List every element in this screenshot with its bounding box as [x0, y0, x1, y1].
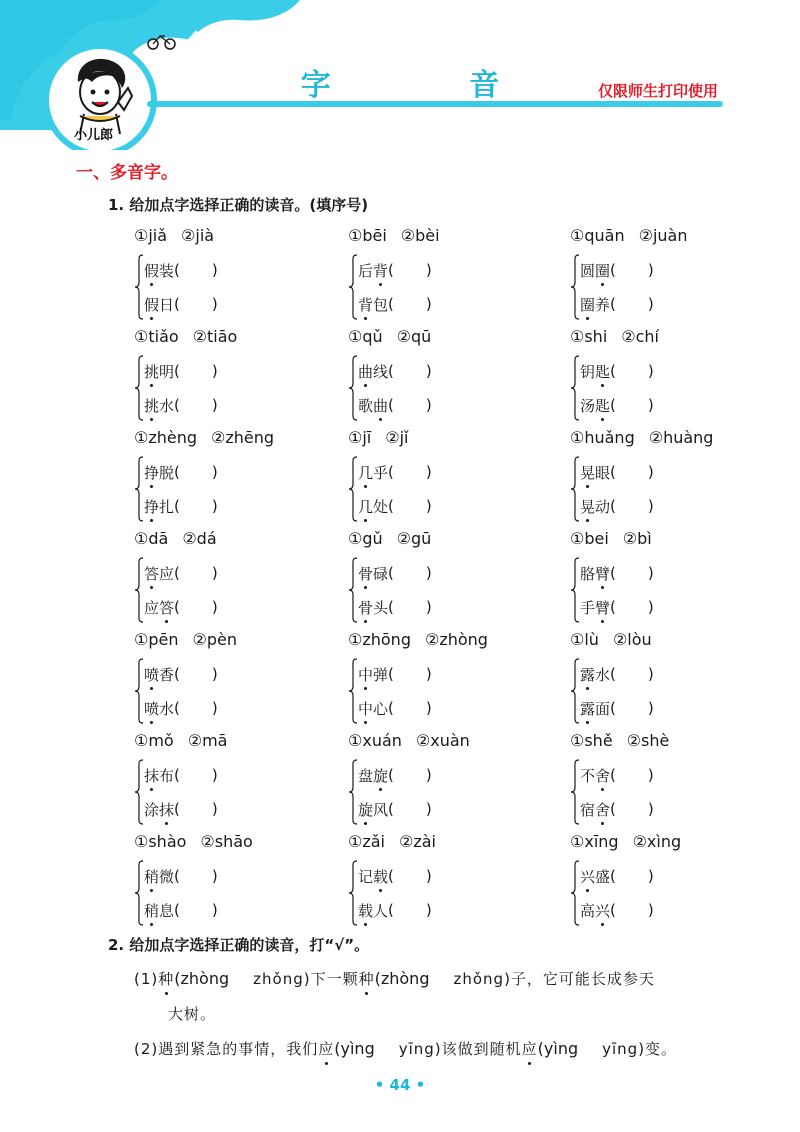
- dotted-char: 假: [144, 295, 160, 314]
- word-blank: [144, 662, 218, 686]
- answer-blank[interactable]: ( ): [388, 261, 432, 279]
- sentence-continuation: 大树。: [168, 1005, 217, 1023]
- pinyin-readings: [348, 529, 431, 551]
- word-blank: [580, 460, 654, 484]
- reading-option-1: ①quān: [570, 226, 625, 245]
- reading-option-1: ①shi: [570, 327, 608, 346]
- answer-blank[interactable]: ( ): [388, 295, 432, 313]
- answer-blank[interactable]: ( ): [174, 766, 218, 784]
- polyphone-group: [570, 529, 790, 630]
- word-char: 宿: [580, 800, 596, 819]
- polyphone-group: [570, 226, 790, 327]
- dotted-char: 挑: [144, 396, 160, 415]
- word-blank: [144, 898, 218, 922]
- pinyin-readings: [570, 226, 687, 248]
- dotted-char: 臂: [595, 564, 611, 583]
- reading-option-2: ②gū: [396, 529, 432, 548]
- answer-blank[interactable]: ( ): [610, 699, 654, 717]
- dotted-char: 几: [358, 463, 374, 482]
- pinyin-readings: [348, 832, 436, 854]
- word-blank: [580, 393, 654, 417]
- answer-blank[interactable]: ( ): [388, 699, 432, 717]
- answer-blank[interactable]: ( ): [174, 261, 218, 279]
- reading-option-1: ①jī: [348, 428, 372, 447]
- word-blank: [144, 258, 218, 282]
- brace-icon: [348, 860, 358, 926]
- pinyin-option[interactable]: (yìng: [334, 1039, 375, 1058]
- brace-icon: [570, 860, 580, 926]
- dotted-char: 抹: [144, 766, 160, 785]
- polyphone-group: [134, 327, 354, 428]
- section-heading: 一、多音字。: [76, 163, 178, 183]
- polyphone-group: [134, 832, 354, 933]
- polyphone-group: [134, 731, 354, 832]
- reading-option-2: ②juàn: [638, 226, 688, 245]
- word-char: 水: [159, 699, 175, 718]
- answer-blank[interactable]: ( ): [610, 800, 654, 818]
- word-char: 眼: [595, 463, 611, 482]
- pinyin-readings: [348, 731, 470, 753]
- question-2-item-1: [134, 968, 655, 989]
- dotted-char: 挑: [144, 362, 160, 381]
- reading-option-2: ②jǐ: [385, 428, 409, 447]
- word-blank: [580, 595, 654, 619]
- answer-blank[interactable]: ( ): [174, 867, 218, 885]
- question-1-title: 1. 给加点字选择正确的读音。(填序号): [108, 196, 369, 214]
- answer-blank[interactable]: ( ): [610, 564, 654, 582]
- word-blank: [580, 258, 654, 282]
- brace-icon: [134, 557, 144, 623]
- answer-blank[interactable]: ( ): [174, 598, 218, 616]
- word-char: 涂: [144, 800, 160, 819]
- brace-icon: [348, 355, 358, 421]
- word-blank: [358, 494, 432, 518]
- polyphone-group: [570, 327, 790, 428]
- brace-icon: [570, 355, 580, 421]
- reading-option-1: ①gǔ: [348, 529, 383, 548]
- dotted-char: 晃: [580, 497, 596, 516]
- word-blank: [580, 494, 654, 518]
- answer-blank[interactable]: ( ): [610, 295, 654, 313]
- sentence-text: zhǒng)子，它可能长成参天: [453, 970, 655, 988]
- polyphone-group: [570, 428, 790, 529]
- word-char: 歌: [358, 396, 374, 415]
- reading-option-1: ①pēn: [134, 630, 179, 649]
- reading-option-2: ②mā: [187, 731, 228, 750]
- reading-option-1: ①jiǎ: [134, 226, 168, 245]
- brace-icon: [570, 759, 580, 825]
- dotted-char: 稍: [144, 901, 160, 920]
- polyphone-group: [134, 630, 354, 731]
- word-char: 面: [595, 699, 611, 718]
- dotted-char: 答: [159, 598, 175, 617]
- answer-blank[interactable]: ( ): [610, 497, 654, 515]
- page-number: • 44 •: [374, 1076, 426, 1094]
- dotted-char: 骨: [358, 564, 374, 583]
- word-char: 处: [373, 497, 389, 516]
- polyphone-group: [134, 529, 354, 630]
- word-blank: [580, 898, 654, 922]
- word-char: 布: [159, 766, 175, 785]
- polyphone-group: [348, 832, 568, 933]
- brace-icon: [570, 557, 580, 623]
- answer-blank[interactable]: ( ): [174, 564, 218, 582]
- word-char: 乎: [373, 463, 389, 482]
- item-number: (1): [134, 970, 159, 988]
- word-blank: [358, 292, 432, 316]
- polyphone-group: [348, 226, 568, 327]
- dotted-char: 种: [158, 970, 175, 988]
- word-blank: [580, 696, 654, 720]
- word-blank: [580, 359, 654, 383]
- reading-option-1: ①shě: [570, 731, 613, 750]
- brace-icon: [348, 557, 358, 623]
- pinyin-readings: [134, 630, 237, 652]
- word-blank: [144, 460, 218, 484]
- brace-icon: [134, 759, 144, 825]
- word-char: 圆: [580, 261, 596, 280]
- word-blank: [580, 797, 654, 821]
- pinyin-option[interactable]: (yìng: [537, 1039, 579, 1058]
- word-blank: [358, 561, 432, 585]
- print-note: 仅限师生打印使用: [597, 82, 718, 100]
- dotted-char: 舍: [595, 800, 611, 819]
- pinyin-option[interactable]: (zhòng: [374, 969, 430, 988]
- dotted-char: 臂: [595, 598, 611, 617]
- polyphone-group: [348, 529, 568, 630]
- polyphone-group: [570, 630, 790, 731]
- pinyin-readings: [134, 428, 274, 450]
- word-blank: [144, 393, 218, 417]
- word-blank: [144, 797, 218, 821]
- dotted-char: 喷: [144, 665, 160, 684]
- dotted-char: 露: [580, 699, 596, 718]
- word-char: 微: [159, 867, 175, 886]
- brace-icon: [570, 658, 580, 724]
- word-blank: [358, 258, 432, 282]
- answer-blank[interactable]: ( ): [388, 497, 432, 515]
- reading-option-2: ②lòu: [612, 630, 652, 649]
- brace-icon: [134, 456, 144, 522]
- reading-option-2: ②zhēng: [211, 428, 275, 447]
- reading-option-1: ①bēi: [348, 226, 387, 245]
- dotted-char: 载: [358, 901, 374, 920]
- pinyin-readings: [570, 428, 713, 450]
- pinyin-option[interactable]: (zhòng: [174, 969, 230, 988]
- dotted-char: 兴: [580, 867, 596, 886]
- brace-icon: [134, 355, 144, 421]
- word-char: 日: [159, 295, 175, 314]
- word-char: 盛: [595, 867, 611, 886]
- dotted-char: 匙: [595, 362, 611, 381]
- pinyin-readings: [570, 731, 669, 753]
- word-char: 后: [358, 261, 374, 280]
- word-blank: [358, 359, 432, 383]
- answer-blank[interactable]: ( ): [388, 867, 432, 885]
- reading-option-1: ①qǔ: [348, 327, 383, 346]
- reading-option-2: ②zài: [399, 832, 436, 851]
- brace-icon: [134, 860, 144, 926]
- brace-icon: [348, 658, 358, 724]
- word-char: 扎: [159, 497, 175, 516]
- dotted-char: 挣: [144, 463, 160, 482]
- reading-option-2: ②bì: [622, 529, 652, 548]
- question-2-title: 2. 给加点字选择正确的读音，打“√”。: [108, 936, 370, 954]
- word-char: 养: [595, 295, 611, 314]
- word-blank: [144, 696, 218, 720]
- word-char: 息: [159, 901, 175, 920]
- brace-icon: [134, 658, 144, 724]
- dotted-char: 旋: [373, 766, 389, 785]
- reading-option-2: ②zhòng: [424, 630, 488, 649]
- word-blank: [144, 494, 218, 518]
- reading-option-2: ②jià: [181, 226, 215, 245]
- pinyin-readings: [348, 630, 488, 652]
- word-char: 装: [159, 261, 175, 280]
- word-char: 脱: [159, 463, 175, 482]
- word-blank: [580, 662, 654, 686]
- dotted-char: 中: [358, 699, 374, 718]
- word-char: 不: [580, 766, 596, 785]
- answer-blank[interactable]: ( ): [174, 699, 218, 717]
- dotted-char: 背: [358, 295, 374, 314]
- reading-option-2: ②chí: [621, 327, 659, 346]
- word-char: 弹: [373, 665, 389, 684]
- answer-blank[interactable]: ( ): [610, 901, 654, 919]
- dotted-char: 露: [580, 665, 596, 684]
- reading-option-2: ②bèi: [400, 226, 440, 245]
- reading-option-1: ①mǒ: [134, 731, 174, 750]
- word-char: 水: [595, 665, 611, 684]
- pinyin-readings: [134, 226, 214, 248]
- word-blank: [580, 561, 654, 585]
- answer-blank[interactable]: ( ): [174, 463, 218, 481]
- sentence-text: yīng)该做到随机: [398, 1040, 522, 1058]
- dotted-char: 背: [373, 261, 389, 280]
- reading-option-2: ②shāo: [200, 832, 253, 851]
- answer-blank[interactable]: ( ): [388, 598, 432, 616]
- word-blank: [144, 595, 218, 619]
- dotted-char: 载: [373, 867, 389, 886]
- word-blank: [358, 797, 432, 821]
- reading-option-2: ②pèn: [192, 630, 237, 649]
- pinyin-readings: [348, 327, 431, 349]
- polyphone-group: [348, 428, 568, 529]
- answer-blank[interactable]: ( ): [610, 766, 654, 784]
- reading-option-2: ②qū: [396, 327, 432, 346]
- word-char: 汤: [580, 396, 596, 415]
- dotted-char: 圈: [580, 295, 596, 314]
- dotted-char: 抹: [159, 800, 175, 819]
- word-char: 应: [144, 598, 160, 617]
- word-blank: [144, 763, 218, 787]
- answer-blank[interactable]: ( ): [174, 295, 218, 313]
- word-blank: [358, 696, 432, 720]
- dotted-char: 挣: [144, 497, 160, 516]
- pinyin-readings: [134, 731, 227, 753]
- reading-option-1: ①xīng: [570, 832, 619, 851]
- answer-blank[interactable]: ( ): [388, 665, 432, 683]
- reading-option-2: ②xuàn: [415, 731, 470, 750]
- answer-blank[interactable]: ( ): [610, 362, 654, 380]
- word-char: 手: [580, 598, 596, 617]
- word-char: 香: [159, 665, 175, 684]
- answer-blank[interactable]: ( ): [174, 665, 218, 683]
- answer-blank[interactable]: ( ): [388, 564, 432, 582]
- sentence-text: yīng)变。: [602, 1040, 678, 1058]
- mascot-name: 小儿郎: [74, 128, 114, 143]
- word-char: 心: [373, 699, 389, 718]
- reading-option-1: ①lù: [570, 630, 599, 649]
- dotted-char: 兴: [595, 901, 611, 920]
- reading-option-2: ②tiāo: [192, 327, 238, 346]
- word-char: 包: [373, 295, 389, 314]
- answer-blank[interactable]: ( ): [388, 396, 432, 414]
- dotted-char: 应: [521, 1040, 538, 1058]
- reading-option-1: ①tiǎo: [134, 327, 179, 346]
- word-char: 钥: [580, 362, 596, 381]
- brace-icon: [348, 456, 358, 522]
- dotted-char: 曲: [373, 396, 389, 415]
- word-char: 记: [358, 867, 374, 886]
- reading-option-1: ①zhōng: [348, 630, 411, 649]
- dotted-char: 答: [144, 564, 160, 583]
- word-char: 胳: [580, 564, 596, 583]
- reading-option-1: ①shào: [134, 832, 187, 851]
- word-char: 高: [580, 901, 596, 920]
- reading-option-2: ②shè: [626, 731, 670, 750]
- polyphone-group: [570, 832, 790, 933]
- word-char: 应: [159, 564, 175, 583]
- answer-blank[interactable]: ( ): [610, 598, 654, 616]
- word-blank: [580, 292, 654, 316]
- pinyin-readings: [134, 327, 237, 349]
- word-blank: [358, 460, 432, 484]
- word-char: 人: [373, 901, 389, 920]
- polyphone-group: [348, 327, 568, 428]
- answer-blank[interactable]: ( ): [174, 362, 218, 380]
- pinyin-readings: [348, 226, 440, 248]
- answer-blank[interactable]: ( ): [388, 463, 432, 481]
- answer-blank[interactable]: ( ): [388, 800, 432, 818]
- brace-icon: [570, 254, 580, 320]
- word-blank: [358, 393, 432, 417]
- sentence-text: (2)遇到紧急的事情，我们: [134, 1040, 319, 1058]
- reading-option-2: ②huàng: [648, 428, 714, 447]
- word-char: 水: [159, 396, 175, 415]
- dotted-char: 几: [358, 497, 374, 516]
- reading-option-2: ②xìng: [632, 832, 682, 851]
- reading-option-1: ①zǎi: [348, 832, 385, 851]
- polyphone-group: [134, 226, 354, 327]
- answer-blank[interactable]: ( ): [610, 463, 654, 481]
- word-blank: [144, 292, 218, 316]
- polyphone-group: [348, 630, 568, 731]
- dotted-char: 舍: [595, 766, 611, 785]
- word-char: 线: [373, 362, 389, 381]
- reading-option-1: ①dā: [134, 529, 169, 548]
- answer-blank[interactable]: ( ): [610, 396, 654, 414]
- word-char: 盘: [358, 766, 374, 785]
- word-blank: [358, 898, 432, 922]
- pinyin-readings: [570, 529, 652, 551]
- sentence-text: zhǒng)下一颗: [253, 970, 359, 988]
- pinyin-readings: [570, 832, 681, 854]
- answer-blank[interactable]: ( ): [388, 901, 432, 919]
- brace-icon: [134, 254, 144, 320]
- word-char: 风: [373, 800, 389, 819]
- answer-blank[interactable]: ( ): [174, 497, 218, 515]
- word-blank: [144, 359, 218, 383]
- word-blank: [358, 595, 432, 619]
- question-2-item-2: [134, 1038, 677, 1059]
- dotted-char: 晃: [580, 463, 596, 482]
- answer-blank[interactable]: ( ): [388, 362, 432, 380]
- word-blank: [144, 864, 218, 888]
- reading-option-1: ①xuán: [348, 731, 402, 750]
- dotted-char: 种: [358, 970, 375, 988]
- word-blank: [580, 763, 654, 787]
- brace-icon: [348, 254, 358, 320]
- page-title: 字 音: [300, 68, 564, 103]
- word-char: 动: [595, 497, 611, 516]
- reading-option-1: ①zhèng: [134, 428, 198, 447]
- answer-blank[interactable]: ( ): [174, 800, 218, 818]
- dotted-char: 喷: [144, 699, 160, 718]
- polyphone-group: [134, 428, 354, 529]
- dotted-char: 稍: [144, 867, 160, 886]
- answer-blank[interactable]: ( ): [610, 665, 654, 683]
- polyphone-group: [570, 731, 790, 832]
- brace-icon: [570, 456, 580, 522]
- dotted-char: 曲: [358, 362, 374, 381]
- word-blank: [580, 864, 654, 888]
- reading-option-1: ①huǎng: [570, 428, 635, 447]
- pinyin-readings: [134, 529, 217, 551]
- answer-blank[interactable]: ( ): [174, 396, 218, 414]
- reading-option-2: ②dá: [182, 529, 217, 548]
- word-blank: [358, 864, 432, 888]
- dotted-char: 应: [318, 1040, 335, 1058]
- dotted-char: 圈: [595, 261, 611, 280]
- dotted-char: 旋: [358, 800, 374, 819]
- word-char: 明: [159, 362, 175, 381]
- answer-blank[interactable]: ( ): [388, 766, 432, 784]
- dotted-char: 假: [144, 261, 160, 280]
- word-char: 头: [373, 598, 389, 617]
- word-blank: [144, 561, 218, 585]
- dotted-char: 匙: [595, 396, 611, 415]
- reading-option-1: ①bei: [570, 529, 609, 548]
- pinyin-readings: [348, 428, 408, 450]
- word-char: 碌: [373, 564, 389, 583]
- word-blank: [358, 763, 432, 787]
- answer-blank[interactable]: ( ): [174, 901, 218, 919]
- word-blank: [358, 662, 432, 686]
- dotted-char: 骨: [358, 598, 374, 617]
- brace-icon: [348, 759, 358, 825]
- answer-blank[interactable]: ( ): [610, 867, 654, 885]
- dotted-char: 中: [358, 665, 374, 684]
- pinyin-readings: [570, 630, 652, 652]
- pinyin-readings: [134, 832, 253, 854]
- pinyin-readings: [570, 327, 659, 349]
- polyphone-group: [348, 731, 568, 832]
- answer-blank[interactable]: ( ): [610, 261, 654, 279]
